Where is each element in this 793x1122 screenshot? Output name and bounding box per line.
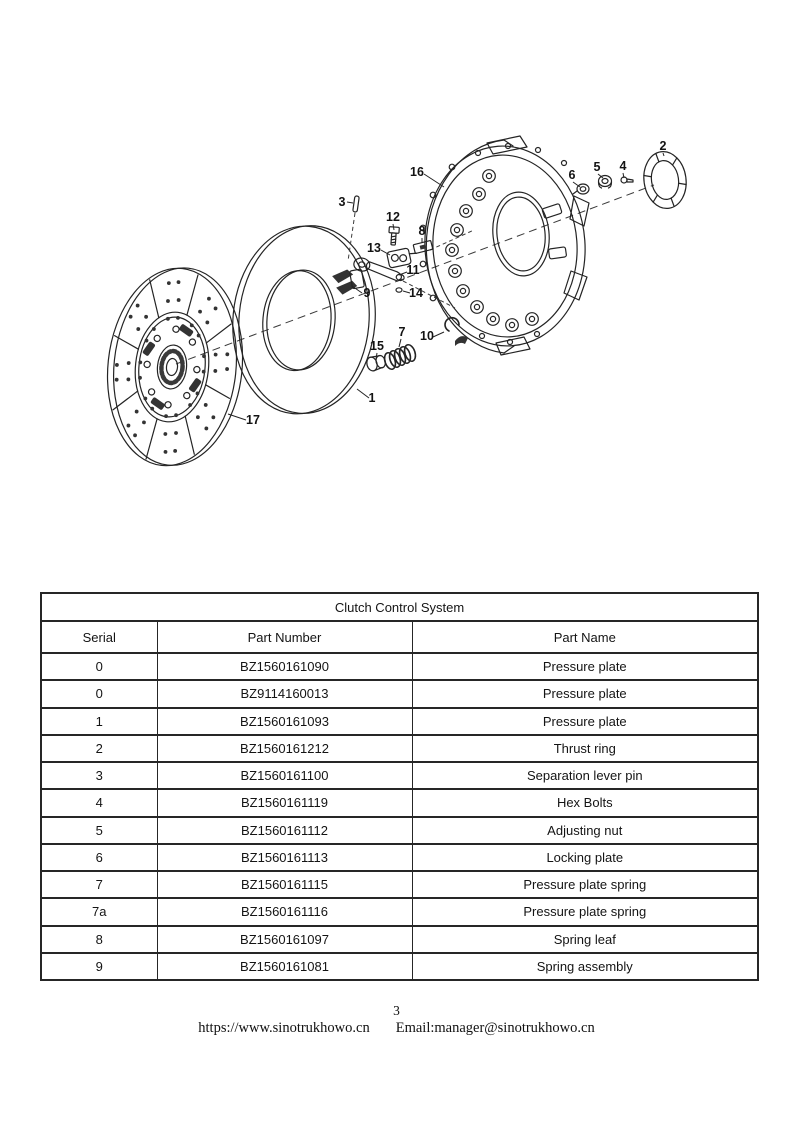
part-number-cell: BZ1560161112	[157, 817, 412, 844]
serial-cell: 9	[41, 953, 157, 980]
serial-cell: 0	[41, 653, 157, 680]
callout-6: 6	[568, 168, 576, 182]
callout-leader-lines	[228, 153, 664, 420]
callout-9: 9	[363, 286, 371, 300]
part-number-cell: BZ1560161097	[157, 926, 412, 953]
serial-cell: 8	[41, 926, 157, 953]
callout-labels	[246, 139, 666, 427]
table-row	[41, 680, 758, 707]
table-title-row	[41, 593, 758, 621]
part-name-cell: Spring assembly	[412, 953, 758, 980]
callout-13: 13	[367, 241, 381, 255]
callout-5: 5	[593, 160, 601, 174]
callout-14: 14	[409, 286, 423, 300]
serial-cell: 5	[41, 817, 157, 844]
callout-8: 8	[418, 224, 426, 238]
locking-plate-6	[573, 184, 589, 194]
table-row	[41, 789, 758, 816]
part-name-cell: Thrust ring	[412, 735, 758, 762]
part-name-cell: Pressure plate	[412, 708, 758, 735]
part-number-cell: BZ1560161093	[157, 708, 412, 735]
spring-clip-10	[445, 318, 468, 346]
serial-cell: 0	[41, 680, 157, 707]
serial-cell: 3	[41, 762, 157, 789]
serial-cell: 2	[41, 735, 157, 762]
callout-4: 4	[619, 159, 627, 173]
pin-14	[396, 288, 402, 292]
part-number-cell: BZ1560161115	[157, 871, 412, 898]
callout-17: 17	[246, 413, 260, 427]
part-name-cell: Pressure plate spring	[412, 871, 758, 898]
part-number-cell: BZ1560161113	[157, 844, 412, 871]
part-name-cell: Hex Bolts	[412, 789, 758, 816]
part-number-cell: BZ1560161090	[157, 653, 412, 680]
serial-cell: 1	[41, 708, 157, 735]
clutch-disc-17	[98, 261, 252, 473]
callout-15: 15	[370, 339, 384, 353]
part-number-cell: BZ1560161212	[157, 735, 412, 762]
website-text: https://www.sinotrukhowo.cn	[198, 1020, 370, 1036]
pressure-plate-1	[225, 219, 383, 420]
callout-16: 16	[410, 165, 424, 179]
callout-1: 1	[368, 391, 376, 405]
part-name-cell: Separation lever pin	[412, 762, 758, 789]
callout-7: 7	[398, 325, 406, 339]
table-row	[41, 817, 758, 844]
adjusting-nut-5	[599, 176, 612, 189]
disc-hub	[155, 344, 188, 391]
email-text: Email:manager@sinotrukhowo.cn	[395, 1020, 595, 1036]
table-row	[41, 953, 758, 980]
part-name-cell: Spring leaf	[412, 926, 758, 953]
callout-11: 11	[406, 263, 420, 277]
contact-line	[0, 1019, 793, 1037]
part-name-cell: Pressure plate spring	[412, 898, 758, 925]
page-number: 3	[393, 1003, 400, 1018]
clutch-exploded-diagram	[0, 0, 793, 560]
part-name-cell: Pressure plate	[412, 653, 758, 680]
table-row	[41, 735, 758, 762]
serial-cell: 6	[41, 844, 157, 871]
callout-2: 2	[659, 139, 667, 153]
part-name-cell: Locking plate	[412, 844, 758, 871]
spring-leaf-8	[413, 240, 433, 253]
part-name-cell: Pressure plate	[412, 680, 758, 707]
table-row	[41, 844, 758, 871]
part-number-cell: BZ1560161119	[157, 789, 412, 816]
callout-12: 12	[386, 210, 400, 224]
table-row	[41, 653, 758, 680]
parts-table	[40, 592, 759, 981]
table-header-row	[41, 621, 758, 653]
plate-spring-7	[383, 343, 418, 370]
col-header-part-number: Part Number	[157, 621, 412, 653]
table-row	[41, 871, 758, 898]
serial-cell: 7a	[41, 898, 157, 925]
hex-bolt-4	[621, 177, 633, 183]
cover-bosses	[446, 170, 539, 332]
part-number-cell: BZ9114160013	[157, 680, 412, 707]
table-row	[41, 708, 758, 735]
callout-10: 10	[420, 329, 434, 343]
table-row	[41, 898, 758, 925]
thrust-ring-2	[640, 149, 690, 211]
clutch-cover-16	[418, 136, 592, 355]
serial-cell: 7	[41, 871, 157, 898]
serial-cell: 4	[41, 789, 157, 816]
page-footer	[0, 1003, 793, 1037]
part-number-cell: BZ1560161081	[157, 953, 412, 980]
part-number-cell: BZ1560161100	[157, 762, 412, 789]
table-row	[41, 926, 758, 953]
col-header-serial: Serial	[41, 621, 157, 653]
table-title: Clutch Control System	[41, 593, 758, 621]
part-number-cell: BZ1560161116	[157, 898, 412, 925]
col-header-part-name: Part Name	[412, 621, 758, 653]
table-row	[41, 762, 758, 789]
part-name-cell: Adjusting nut	[412, 817, 758, 844]
lever-pin-3	[353, 196, 360, 212]
callout-3: 3	[338, 195, 346, 209]
